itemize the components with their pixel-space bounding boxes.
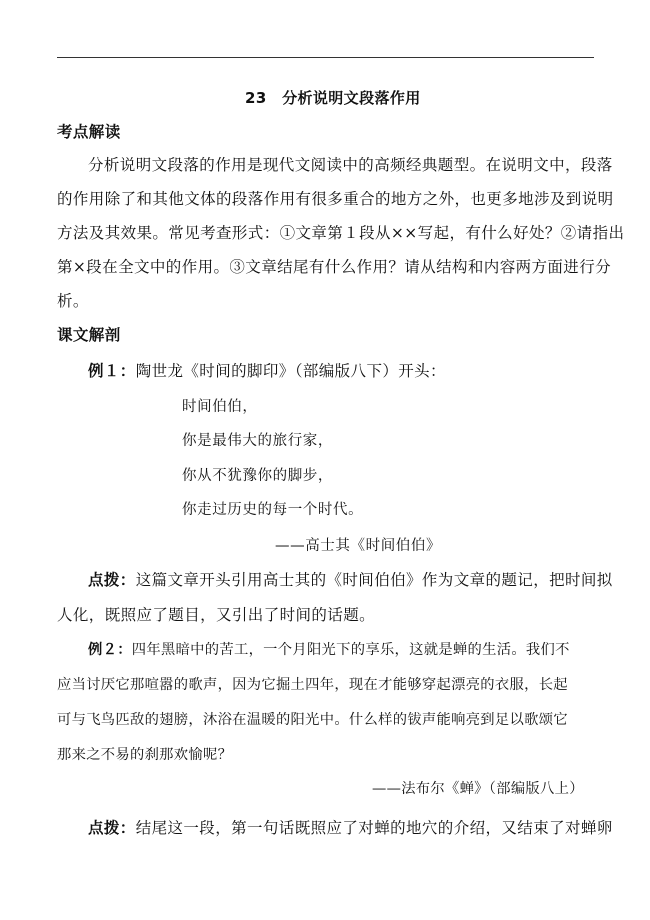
example1-intro: 陶世龙《时间的脚印》（部编版八下）开头： (135, 362, 446, 380)
poem-line: 你走过历史的每一个时代。 (182, 502, 364, 518)
example1-label: 例１： (88, 362, 136, 380)
poem-line: 时间伯伯， (182, 399, 258, 415)
comment1-line: 点拨：这篇文章开头引用高士其的《时间伯伯》作为文章的题记，把时间拟 (88, 571, 613, 589)
header-rule (57, 57, 594, 58)
paragraph-line: 分析说明文段落的作用是现代文阅读中的高频经典题型。在说明文中，段落 (88, 156, 613, 174)
section-heading-kaodian: 考点解读 (57, 123, 121, 141)
example2-attribution: ——法布尔《蝉》（部编版八上） (372, 781, 584, 797)
section-heading-kewen: 课文解剖 (57, 326, 121, 344)
paragraph-line: 应当讨厌它那喧嚣的歌声，因为它掘土四年，现在才能够穿起漂亮的衣服，长起 (57, 677, 568, 693)
paragraph-line: 人化，既照应了题目，又引出了时间的话题。 (57, 606, 376, 624)
poem-line: 你是最伟大的旅行家， (182, 433, 333, 449)
paragraph-line: 那来之不易的刹那欢愉呢？ (57, 747, 233, 763)
paragraph-line: 可与飞鸟匹敌的翅膀，沐浴在温暖的阳光中。什么样的钹声能响亮到足以歌颂它 (57, 712, 568, 728)
comment2-label: 点拨： (88, 819, 136, 837)
paragraph-line: 第×段在全文中的作用。③文章结尾有什么作用？请从结构和内容两方面进行分 (57, 258, 611, 276)
paragraph-line: 方法及其效果。常见考查形式：①文章第１段从××写起，有什么好处？②请指出 (57, 224, 625, 242)
paragraph-line: 的作用除了和其他文体的段落作用有很多重合的地方之外，也更多地涉及到说明 (57, 190, 614, 208)
example1-line (88, 361, 446, 381)
poem-line: 你从不犹豫你的脚步， (182, 468, 333, 484)
comment1-label: 点拨： (88, 571, 136, 589)
paragraph-line: 析。 (57, 292, 89, 310)
page-title: 23 分析说明文段落作用 (245, 89, 421, 107)
example2-line: 例２：四年黑暗中的苦工，一个月阳光下的享乐，这就是蝉的生活。我们不 (88, 642, 570, 658)
example2-label: 例２： (88, 642, 132, 658)
poem-attribution: ——高士其《时间伯伯》 (275, 538, 442, 554)
comment2-line: 点拨：结尾这一段，第一句话既照应了对蝉的地穴的介绍，又结束了对蝉卵 (88, 819, 613, 837)
